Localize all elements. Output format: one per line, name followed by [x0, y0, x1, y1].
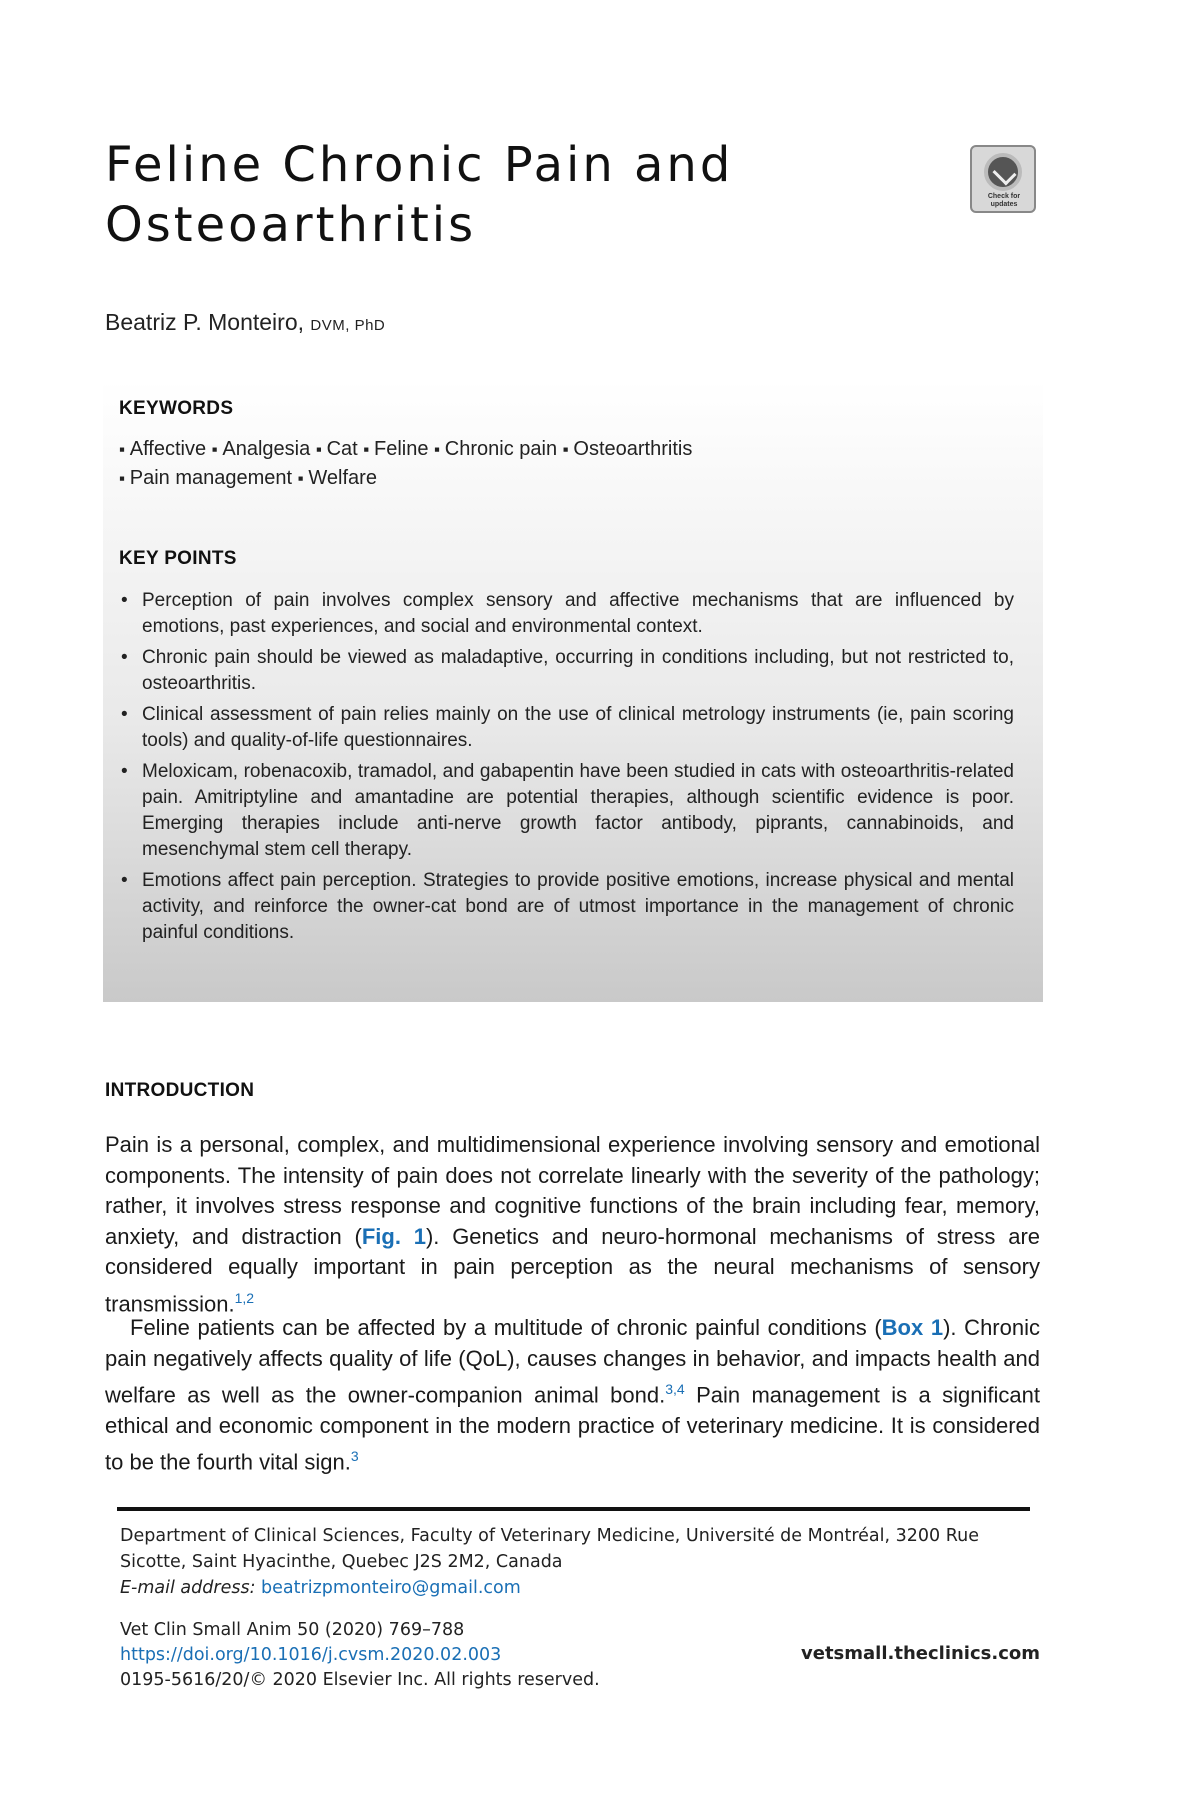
keyword: ▪ Welfare: [298, 467, 377, 489]
copyright-text: 0195-5616/20/© 2020 Elsevier Inc. All rights reserved.: [120, 1670, 600, 1690]
key-point: • Chronic pain should be viewed as maladaptive, occurring in conditions including, but not restricted to, osteoarthritis.: [119, 645, 1014, 697]
citation-link[interactable]: 1,2: [234, 1289, 255, 1306]
keyword: ▪ Cat: [316, 438, 358, 460]
introduction-heading: INTRODUCTION: [105, 1080, 255, 1101]
paragraph-text: Feline patients can be affected by a multitude of chronic painful conditions (: [130, 1315, 882, 1340]
affiliation-block: [120, 1523, 1040, 1601]
keywords-heading: KEYWORDS: [119, 398, 234, 419]
citation-link[interactable]: 3: [350, 1448, 359, 1465]
citation-block: [120, 1618, 600, 1693]
key-point: • Clinical assessment of pain relies mainly on the use of clinical metrology instruments (ie, pain scoring tools) and quality-of-life questionnaires.: [119, 702, 1014, 754]
paragraph-text: ). Genetics and neuro-hormonal mechanisms of stress are considered equally important in pain perception as the neural mechanisms of sensory transmission.: [105, 1223, 1041, 1316]
keyword: ▪ Pain management: [119, 467, 292, 489]
key-point: • Emotions affect pain perception. Strategies to provide positive emotions, increase physical and mental activity, and reinforce the owner-cat bond are of utmost importance in the management of chronic painful conditions.: [119, 868, 1014, 946]
author-line: [105, 309, 385, 336]
keyword: ▪ Analgesia: [212, 438, 311, 460]
intro-paragraph-1: [105, 1130, 1040, 1319]
journal-citation: Vet Clin Small Anim 50 (2020) 769–788: [120, 1620, 465, 1640]
paragraph-text: ). Chronic pain negatively affects quality of life (QoL), causes changes in behavior, and impacts health and welfare as well as the owner-companion animal bond.: [105, 1315, 1040, 1408]
key-point: • Perception of pain involves complex sensory and affective mechanisms that are influenced by emotions, past experiences, and social and environmental context.: [119, 588, 1014, 640]
badge-label: Check for updates: [987, 193, 1021, 208]
key-points-heading: KEY POINTS: [119, 548, 237, 569]
key-points-list: [119, 588, 1014, 951]
paragraph-text: Pain management is a significant ethical and economic component in the modern practice of veterinary medicine. It is considered to be the fourth vital sign.: [105, 1382, 1040, 1475]
keyword: ▪ Chronic pain: [434, 438, 557, 460]
citation-link[interactable]: 3,4: [665, 1381, 685, 1397]
crossmark-icon: [984, 153, 1022, 191]
email-link[interactable]: beatrizpmonteiro@gmail.com: [261, 1578, 521, 1598]
affiliation-text: Department of Clinical Sciences, Faculty of Veterinary Medicine, Université de Montréal, 3200 Rue Sicotte, Saint Hyacinthe, Quebec J2S 2M2, Canada: [120, 1526, 979, 1572]
figure-link[interactable]: Fig. 1: [361, 1223, 426, 1249]
doi-link[interactable]: https://doi.org/10.1016/j.cvsm.2020.02.003: [120, 1645, 502, 1665]
key-point: • Meloxicam, robenacoxib, tramadol, and gabapentin have been studied in cats with osteoarthritis-related pain. Amitriptyline and amantadine are potential therapies, although scientific evidence is poor. Emerging therapies include anti-nerve growth factor antibody, piprants, cannabinoids, and mesenchymal stem cell therapy.: [119, 759, 1014, 863]
email-label: E-mail address:: [120, 1578, 256, 1598]
keywords-keypoints-box: [103, 380, 1043, 1002]
check-for-updates-badge[interactable]: [970, 145, 1036, 213]
author-credentials: DVM, PhD: [310, 317, 386, 334]
box-link[interactable]: Box 1: [881, 1315, 944, 1340]
keyword: ▪ Affective: [119, 438, 206, 460]
footer-divider: [117, 1507, 1030, 1511]
email-line: [120, 1575, 1040, 1601]
article-title: Feline Chronic Pain and Osteoarthritis: [105, 137, 734, 253]
keyword: ▪ Osteoarthritis: [563, 438, 693, 460]
keywords-list: [119, 435, 979, 493]
paragraph-text: Pain is a personal, complex, and multidimensional experience involving sensory and emotional components. The intensity of pain does not correlate linearly with the severity of the pathology; rather, it involves stress response and cognitive functions of the brain including fear, memory, anxiety, and distraction (: [105, 1132, 1040, 1249]
author-name: Beatriz P. Monteiro,: [105, 309, 305, 335]
keyword: ▪ Feline: [363, 438, 428, 460]
journal-website[interactable]: vetsmall.theclinics.com: [801, 1643, 1040, 1664]
intro-paragraph-2: [105, 1313, 1040, 1478]
